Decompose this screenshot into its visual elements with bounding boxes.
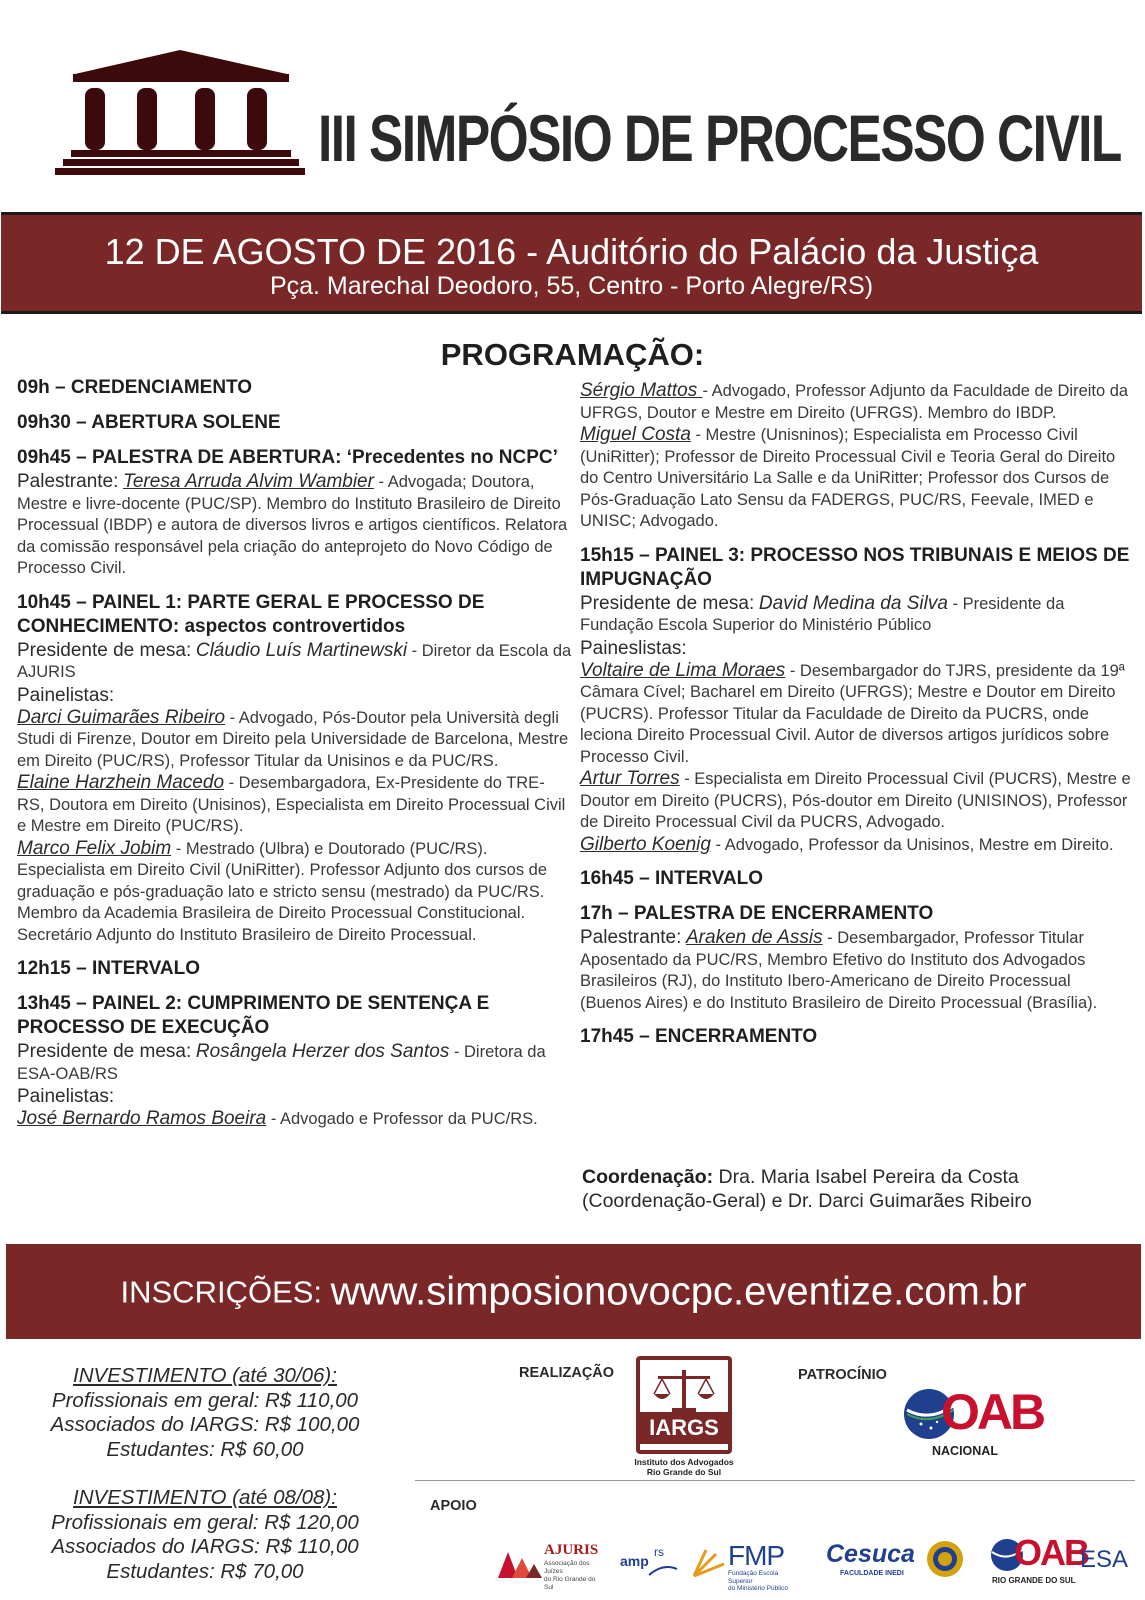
panelist-block <box>17 1108 572 1131</box>
coordination <box>582 1165 1142 1213</box>
program-right-column <box>580 380 1135 1049</box>
iargs-caption-line: Instituto dos Advogados <box>634 1457 734 1467</box>
ajuris-caption <box>544 1560 604 1592</box>
panelist-name: Miguel Costa <box>580 424 691 445</box>
oab-nacional-logo <box>903 1384 1044 1440</box>
ajuris-logo <box>496 1542 604 1591</box>
amp-rs-text: rs <box>654 1545 664 1559</box>
chair-bio: - Diretor da Escola da AJURIS <box>17 641 572 681</box>
panelist-bio: - Advogado, Pós-Doutor pela Università degli Studi di Firenze, Doutor em Direito pela Universidade de Barcelona, Mestre em Direito (PUC/RS), Professor Titular da Unisinos e da PUC/RS. <box>17 708 569 770</box>
price-line: Associados do IARGS: R$ 100,00 <box>50 1413 360 1436</box>
session-panel-2: 13h45 – PAINEL 2: CUMPRIMENTO DE SENTENÇA E PROCESSO DE EXECUÇÃO <box>17 993 490 1038</box>
chair-block <box>580 592 1135 637</box>
session-panel-1: 10h45 – PAINEL 1: PARTE GERAL E PROCESSO DE CONHECIMENTO: aspectos controvertidos <box>17 591 485 637</box>
role-label: Palestrante: <box>17 471 119 492</box>
iargs-caption <box>616 1457 752 1477</box>
speaker-bio: - Desembargador, Professor Titular Aposentado da PUC/RS, Membro Efetivo do Instituto dos Advogados Brasileiros (RJ), do Instituto Ibero-Americano de Direito Processual (Buenos Aires) e do Instituto Brasileiro de Direito Processual (Brasília). <box>580 929 1098 1012</box>
panelist-name: José Bernardo Ramos Boeira <box>17 1108 267 1129</box>
amprs-logo <box>620 1545 680 1581</box>
oab-rs-caption: RIO GRANDE DO SUL <box>992 1576 1076 1585</box>
amp-swoosh-icon <box>648 1563 678 1577</box>
price-line: Estudantes: R$ 60,00 <box>106 1437 304 1461</box>
iargs-caption-line: Rio Grande do Sul <box>646 1467 722 1477</box>
chair-bio: - Diretora da ESA-OAB/RS <box>17 1043 546 1083</box>
panelist-block <box>580 834 1135 857</box>
investment-title: INVESTIMENTO (até 30/06): <box>73 1364 337 1387</box>
oab-rs-esa-logo <box>990 1534 1140 1590</box>
panelist-name: Gilberto Koenig <box>580 833 711 855</box>
registration-label: INSCRIÇÕES: <box>120 1274 331 1310</box>
price-line: Profissionais em geral: R$ 110,00 <box>51 1388 359 1412</box>
scales-icon <box>640 1364 728 1416</box>
price-line: Profissionais em geral: R$ 120,00 <box>51 1510 359 1534</box>
session-credentialing: 09h – CREDENCIAMENTO <box>17 377 253 398</box>
fmp-caption <box>728 1570 802 1593</box>
oab-nacional-caption: NACIONAL <box>932 1444 998 1458</box>
panelist-block <box>17 707 572 773</box>
session-opening: 09h30 – ABERTURA SOLENE <box>17 412 281 433</box>
panelist-name: Marco Felix Jobim <box>17 837 172 859</box>
ajuris-caption-line: Associação dos Juízes <box>544 1560 590 1575</box>
chair-name: Cláudio Luís Martinewski <box>195 639 408 661</box>
panelist-bio: - Desembargador do TJRS, presidente da 19ª Câmara Cível; Bacharel em Direito (UFRGS); Mestre e Doutor em Direito (PUCRS). Professor Titular da Faculdade de Direito da PUCRS, onde leciona Direito Processual Civil. Autor de diversos artigos jurídicos sobre Processo Civil. <box>580 661 1125 766</box>
event-date-place: 12 DE AGOSTO DE 2016 - Auditório do Palácio da Justiça <box>104 231 1039 272</box>
cesuca-text: Cesuca <box>826 1540 915 1568</box>
role-label: Palestrante: <box>580 927 682 948</box>
session-break-2: 16h45 – INTERVALO <box>580 868 764 889</box>
speaker-bio: - Advogada; Doutora, Mestre e livre-docente (PUC/SP). Membro do Instituto Brasileiro de Direito Processual (IBDP) e autora de diversos livros e artigos científicos. Relatora da comissão responsável pela criação do anteprojeto do Novo Código de Processo Civil. <box>17 473 568 577</box>
program-left-column <box>17 376 572 1131</box>
registration-link[interactable]: www.simposionovocpc.eventize.com.br <box>330 1269 1027 1314</box>
event-address: Pça. Marechal Deodoro, 55, Centro - Porto Alegre/RS) <box>269 272 874 300</box>
panelist-bio: - Advogado, Professor Adjunto da Faculdade de Direito da UFRGS, Doutor e Mestre em Direito (UFRGS). Membro do IBDP. <box>580 382 1129 422</box>
panelist-block <box>17 772 572 838</box>
speaker-block <box>580 926 1135 1014</box>
award-seal-icon <box>926 1540 964 1578</box>
sponsors-divider <box>415 1480 1135 1481</box>
panelists-label: Paineslistas: <box>580 637 687 659</box>
session-panel-3: 15h15 – PAINEL 3: PROCESSO NOS TRIBUNAIS E MEIOS DE IMPUGNAÇÃO <box>580 544 1130 590</box>
price-line: Associados do IARGS: R$ 110,00 <box>51 1535 359 1558</box>
panelist-block <box>580 380 1135 424</box>
panelist-block <box>580 660 1135 769</box>
panelist-name: Voltaire de Lima Moraes <box>580 659 786 681</box>
registration-banner <box>6 1244 1141 1339</box>
role-label: Presidente de mesa: <box>17 1041 192 1062</box>
apoio-label: APOIO <box>430 1498 477 1514</box>
speaker-name: Araken de Assis <box>686 927 823 948</box>
cesuca-caption: FACULDADE INEDI <box>840 1570 904 1577</box>
fmp-logo <box>692 1540 802 1592</box>
panelist-bio: - Desembargadora, Ex-Presidente do TRE-RS, Doutora em Direito (Unisinos), Especialista em Direito Processual Civil e Mestre em Direito (PUC/RS). <box>17 774 566 835</box>
panelist-block <box>580 768 1135 834</box>
panelist-name: Darci Guimarães Ribeiro <box>17 706 226 728</box>
iargs-text: IARGS <box>640 1412 728 1444</box>
session-opening-lecture: 09h45 – PALESTRA DE ABERTURA: ‘Precedentes no NCPC’ <box>17 447 558 468</box>
chair-block <box>17 639 572 684</box>
chair-name: David Medina da Silva <box>758 592 948 614</box>
patrocinio-label: PATROCÍNIO <box>798 1367 887 1383</box>
esa-text: ESA <box>1080 1546 1129 1573</box>
fmp-text: FMP <box>728 1540 785 1571</box>
role-label: Presidente de mesa: <box>580 592 755 614</box>
investment-title: INVESTIMENTO (até 08/08): <box>73 1486 337 1509</box>
ajuris-mark-icon <box>496 1544 544 1580</box>
panelist-bio: - Advogado e Professor da PUC/RS. <box>266 1110 538 1128</box>
ajuris-caption-line: do Rio Grande do Sul <box>544 1576 596 1591</box>
chair-block <box>17 1040 572 1085</box>
fmp-caption-line: do Ministério Público <box>728 1585 788 1592</box>
panelists-label: Painelistas: <box>17 684 115 706</box>
panelist-bio: - Especialista em Direito Processual Civil (PUCRS), Mestre e Doutor em Direito (PUCRS), Pós-doutor em Direito (UNISINOS), Professor de Direito Processual Civil da PUCRS, Advogado. <box>580 770 1131 831</box>
panelist-bio: - Mestrado (Ulbra) e Doutorado (PUC/RS). Especialista em Direito Civil (UniRitter). Professor Adjunto dos cursos de graduação e pós-graduação lato e stricto sensu (mestrado) da PUC/RS. Membro da Academia Brasileira de Direito Processual Constitucional. Secretário Adjunto do Instituto Brasileiro de Direito Processual. <box>17 839 548 944</box>
iargs-logo <box>636 1356 732 1454</box>
amp-text: amp <box>620 1553 649 1569</box>
panelist-name: Artur Torres <box>580 768 680 789</box>
panelist-bio: - Mestre (Unisninos); Especialista em Processo Civil (UniRitter); Professor de Direito Processual Civil e Teoria Geral do Direito do Centro Universitário La Salle e da UniRitter; Professor dos Cursos de Pós-Graduação Lato Sensu da FADERGS, PUC/RS, Feevale, IMED e UNISC; Advogado. <box>580 426 1116 530</box>
fmp-rays-icon <box>692 1546 726 1578</box>
session-closing: 17h45 – ENCERRAMENTO <box>580 1026 818 1047</box>
panelist-block <box>17 838 572 947</box>
temple-logo <box>55 48 305 178</box>
coordination-label: Coordenação: <box>582 1166 714 1188</box>
oab-rs-text: OAB <box>1014 1532 1088 1573</box>
panelist-name: Elaine Harzhein Macedo <box>17 772 225 793</box>
oab-text: OAB <box>941 1384 1044 1440</box>
role-label: Presidente de mesa: <box>17 639 192 661</box>
session-break-1: 12h15 – INTERVALO <box>17 958 201 979</box>
panelist-block <box>580 424 1135 533</box>
panelist-bio: - Advogado, Professor da Unisinos, Mestre em Direito. <box>710 835 1114 854</box>
investment-block <box>0 1364 410 1462</box>
realizacao-label: REALIZAÇÃO <box>519 1365 615 1381</box>
speaker-name: Teresa Arruda Alvim Wambier <box>123 471 374 492</box>
date-banner <box>1 212 1142 314</box>
coordination-text: Dra. Maria Isabel Pereira da Costa (Coordenação-Geral) e Dr. Darci Guimarães Ribeiro <box>582 1166 1032 1212</box>
session-closing-lecture: 17h – PALESTRA DE ENCERRAMENTO <box>580 903 934 924</box>
chair-bio: - Presidente da Fundação Escola Superior do Ministério Público <box>580 594 1065 634</box>
chair-name: Rosângela Herzer dos Santos <box>195 1041 450 1062</box>
fmp-caption-line: Fundação Escola Superior <box>728 1570 779 1585</box>
panelist-name: Sérgio Mattos <box>580 380 703 401</box>
panelists-label: Painelistas: <box>17 1086 115 1107</box>
price-line: Estudantes: R$ 70,00 <box>106 1559 304 1583</box>
cesuca-logo <box>826 1540 966 1584</box>
speaker-block <box>17 470 572 580</box>
event-title: III SIMPÓSIO DE PROCESSO CIVIL <box>318 101 1121 175</box>
program-title: PROGRAMAÇÃO: <box>440 337 705 372</box>
ajuris-text: AJURIS <box>544 1542 599 1558</box>
investment-block <box>0 1486 410 1584</box>
